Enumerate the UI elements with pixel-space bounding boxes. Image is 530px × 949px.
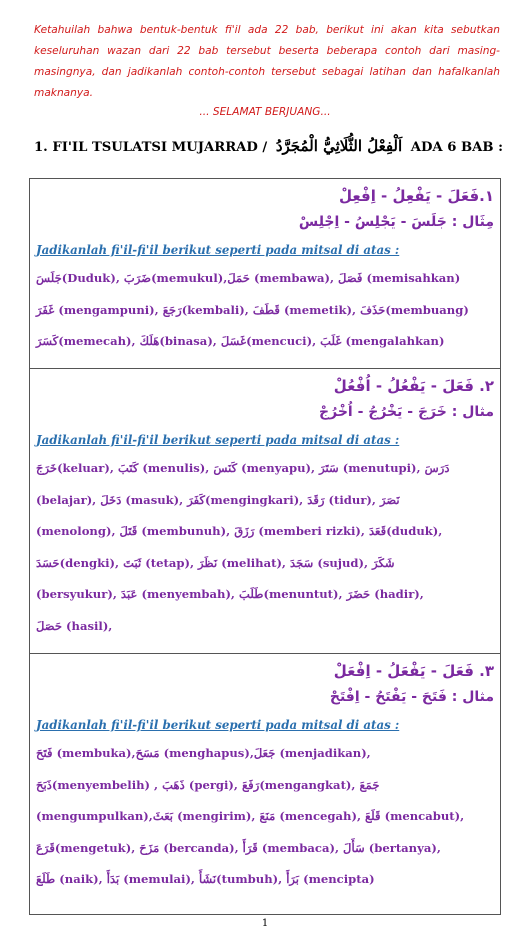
word-line: خَرَجَ(keluar), كَتَبَ (menulis), كَنَسَ (menyapu), سَتَرَ (menutupi), دَرَسَ xyxy=(36,461,450,475)
heading-suffix: ADA 6 BAB : xyxy=(410,140,503,155)
wazan-line: ١.فَعَلَ - يَفْعِلُ - اِفْعِلْ xyxy=(339,187,494,205)
mitsal-line: مثال : فَتَحَ - يَفْتَحُ - اِفْتَحْ xyxy=(329,689,494,705)
word-line: (mengumpulkan),بَعَثَ (mengirim), مَنَعَ (mencegah), قَلَعَ (mencabut), xyxy=(36,809,465,823)
bab-section-1 xyxy=(30,179,500,369)
word-line: غَفَرَ (mengampuni), رَجَعَ(kembali), قَطَفَ (memetik), حَذَفَ(membuang) xyxy=(36,302,469,317)
word-line: قَرَعَ(mengetuk), مَزَحَ (bercanda), قَرَأَ (membaca), سَأَلَ (bertanya), xyxy=(36,840,441,855)
word-line: طَلَعَ (naik), بَدَأَ (memulai), نَشَأَ(tumbuh), بَرَأَ (mencipta) xyxy=(36,872,375,886)
wazan-line: ٢. فَعَلَ - يَفْعُلُ - اُفْعُلْ xyxy=(333,377,494,395)
word-list xyxy=(36,263,494,358)
word-line: حَصَلَ (hasil), xyxy=(36,618,113,633)
word-line: (menolong), قَتَلَ (membunuh), رَزَقَ (memberi rizki), قَعَدَ(duduk), xyxy=(36,524,443,538)
bab-section-3 xyxy=(30,654,500,914)
instruction-text: Jadikanlah fi'il-fi'il berikut seperti pada mitsal di atas : xyxy=(36,433,400,447)
word-line: (belajar), دَخَلَ (masuk), كَفَرَ(mengingkari), رَقَدَ (tidur), نَصَرَ xyxy=(36,492,400,507)
mitsal-line: مثال : خَرَجَ - يَخْرُجُ - اُخْرُجْ xyxy=(319,404,494,420)
word-line: ذَبَحَ(menyembelih) , ذَهَبَ (pergi), رَفَعَ(mengangkat), جَمَعَ xyxy=(36,777,380,792)
word-line: جَلَسَ(Duduk), ضَرَبَ(memukul),حَمَلَ (membawa), فَصَلَ (memisahkan) xyxy=(36,271,461,285)
word-list xyxy=(36,453,494,642)
word-line: فَتَحَ (membuka),مَسَحَ (menghapus),جَعَلَ (menjadikan), xyxy=(36,746,371,760)
word-list xyxy=(36,738,494,896)
word-line: (bersyukur), عَبَدَ (menyembah), طَلَبَ(menuntut), حَضَرَ (hadir), xyxy=(36,587,424,601)
section-heading xyxy=(34,137,504,155)
heading-prefix: 1. FI'IL TSULATSI MUJARRAD / xyxy=(34,140,268,155)
intro-paragraph: Ketahuilah bahwa bentuk-bentuk fi'il ada 22 bab, berikut ini akan kita sebutkan keseluruhan wazan dari 22 bab tersebut beserta beberapa contoh dari masing-masingnya, dan jadikanlah contoh-contoh tersebut sebagai latihan dan hafalkanlah maknanya. xyxy=(34,24,500,99)
wazan-line: ٣. فَعَلَ - يَفْعَلُ - اِفْعَلْ xyxy=(333,662,494,680)
word-line: حَسَدَ(dengki), ثَبَتَ (tetap), نَظَرَ (melihat), سَجَدَ (sujud), شَكَرَ xyxy=(36,555,395,570)
mitsal-line: مِثَال : جَلَسَ - يَجْلِسُ - اِجْلِسْ xyxy=(298,214,494,230)
word-line: كَسَرَ(memecah), هَلَكَ(binasa), غَسَلَ(mencuci), غَلَبَ (mengalahkan) xyxy=(36,334,445,348)
slogan: ... SELAMAT BERJUANG... xyxy=(199,106,331,118)
bab-table xyxy=(29,178,501,915)
page-number: 1 xyxy=(261,918,269,929)
instruction-text: Jadikanlah fi'il-fi'il berikut seperti pada mitsal di atas : xyxy=(36,718,400,732)
bab-section-2 xyxy=(30,369,500,654)
heading-arabic: اَلْفِعْلُ الثُّلَاثِيُّ الْمُجَرَّدُ xyxy=(275,137,403,155)
instruction-text: Jadikanlah fi'il-fi'il berikut seperti pada mitsal di atas : xyxy=(36,243,400,257)
